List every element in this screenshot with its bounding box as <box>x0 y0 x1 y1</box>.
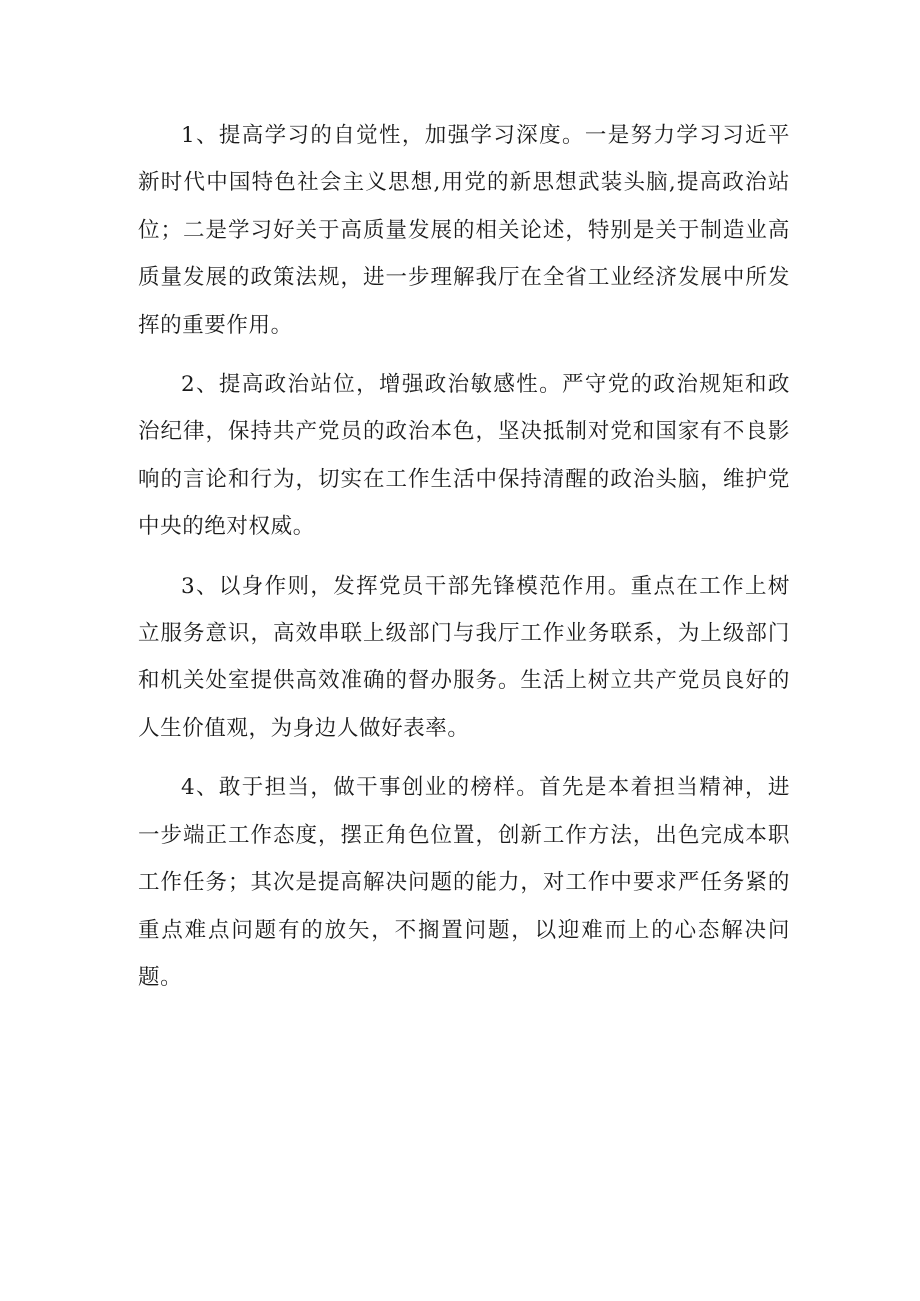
document-body <box>138 112 790 1013</box>
paragraph-3: 3、以身作则，发挥党员干部先锋模范作用。重点在工作上树立服务意识，高效串联上级部门与我厅工作业务联系，为上级部门和机关处室提供高效准确的督办服务。生活上树立共产党员良好的人生价值观，为身边人做好表率。 <box>138 573 790 741</box>
paragraph-4: 4、敢于担当，做干事创业的榜样。首先是本着担当精神，进一步端正工作态度，摆正角色位置，创新工作方法，出色完成本职工作任务；其次是提高解决问题的能力，对工作中要求严任务紧的重点难点问题有的放矢，不搁置问题，以迎难而上的心态解决问题。 <box>138 775 790 990</box>
paragraph-1: 1、提高学习的自觉性，加强学习深度。一是努力学习习近平新时代中国特色社会主义思想,用党的新思想武装头脑,提高政治站位；二是学习好关于高质量发展的相关论述，特别是关于制造业高质量发展的政策法规，进一步理解我厅在全省工业经济发展中所发挥的重要作用。 <box>138 123 790 338</box>
paragraph-2: 2、提高政治站位，增强政治敏感性。严守党的政治规矩和政治纪律，保持共产党员的政治本色，坚决抵制对党和国家有不良影响的言论和行为，切实在工作生活中保持清醒的政治头脑，维护党中央的绝对权威。 <box>138 372 790 540</box>
